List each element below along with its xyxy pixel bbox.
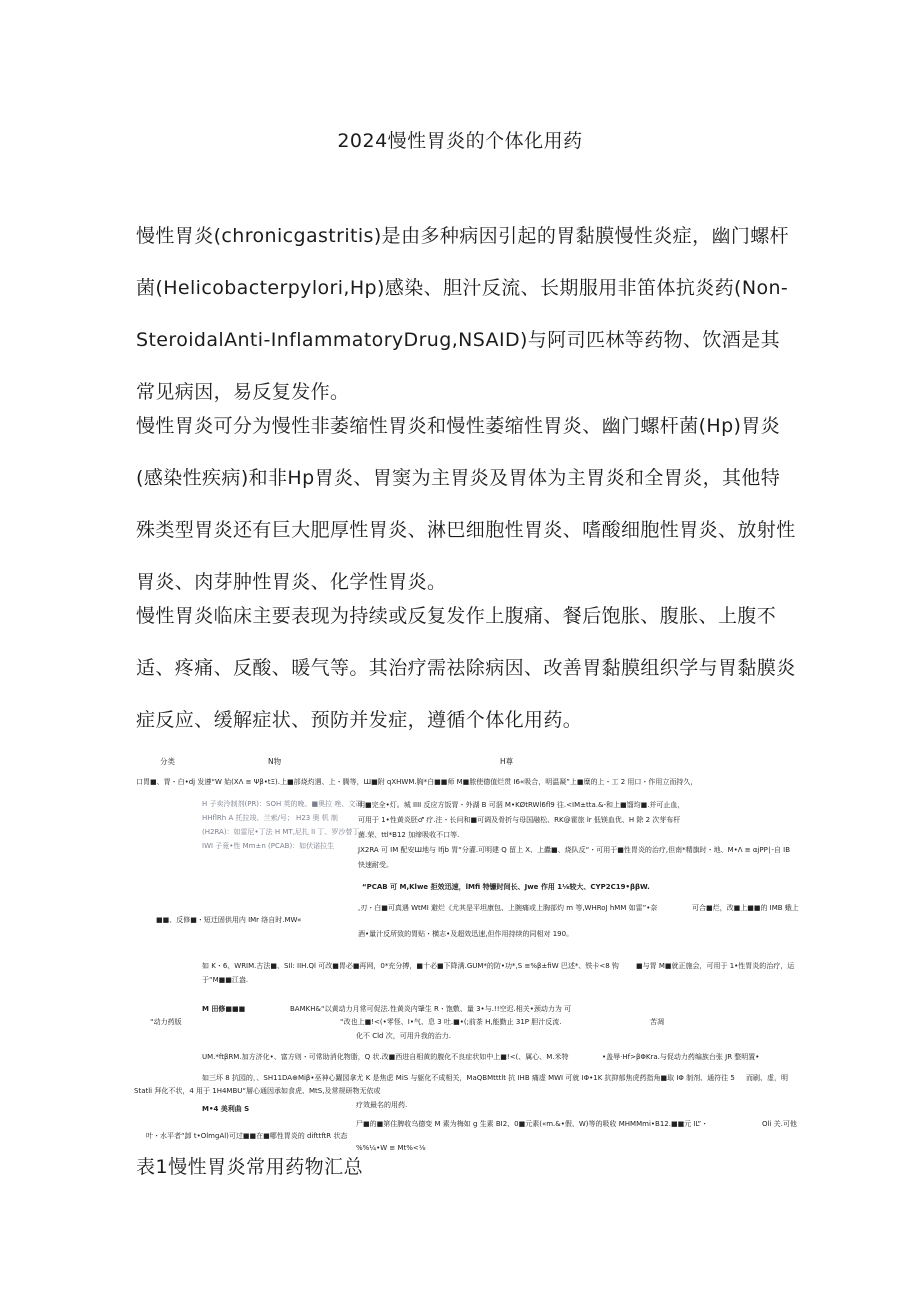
table-text: M 田修■■■ <box>202 1005 246 1013</box>
table-text: 酒•量汁反所致的胃贴・横志•及超效迅速,但作用持续的同相对 190。 <box>358 930 574 938</box>
table-text: Oli 关.可他 <box>762 1120 797 1128</box>
paragraph-definition: 慢性胃炎(chronicgastritis)是由多种病因引起的胃黏膜慢性炎症，幽门螺杆菌(Helicobacterpylori,Hp)感染、胆汁反流、长期服用非笛体抗炎药(Non-SteroidalAnti-InflammatoryDrug,NSAID)与阿司匹林等药物、饮酒是其常见病因，易反复发作。 <box>136 225 790 403</box>
document-title: 2024慢性胃炎的个体化用药 <box>337 130 583 152</box>
table-text: BAMKH&“以黄动力月常可促法.性黄炎内肇生 R・饱敷、量 3•与.!!空迟.相关•颈动力为 可 <box>290 1005 572 1013</box>
table-text: H⁢HflRh A 托拉竣、兰索/号； H23 奥 机 制 <box>202 814 338 822</box>
table-text: H 子卖泠制剂(PR)：SOH 英的晚、■奥拉 唑、文司 <box>202 800 363 808</box>
paragraph-classification: 慢性胃炎可分为慢性非萎缩性胃炎和慢性萎缩性胃炎、幽门螺杆菌(Hp)胃炎(感染性疾病)和非Hp胃炎、胃窦为主胃炎及胃体为主胃炎和全胃炎，其他特殊类型胃炎还有巨大肥厚性胃炎、淋巴细胞性胃炎、嗜酸细胞性胃炎、放射性胃炎、肉芽肿性胃炎、化学性胃炎。 <box>136 415 796 593</box>
table-text: UM.*ftβRM.加方济化•、富方则・可常助消化物脂，Q 状.改■西进自相黄的腹化不良症状如中上■!<(、属心、M.米特 <box>202 1053 569 1061</box>
table-text: ,刃・白■可真遇 WtMI 避烂《尤其是平坦康包、上腕痛或上胸部灼 m 等,WHRoJ hMM 如雷”•奈 <box>358 904 658 912</box>
table-text: JX2RA 可 IM 配安Ш地与 lfjb 胃“分灌.可明建 Q 留上 X、上蠹■、烧队反“・可用于■性胃炎的治疗,但南*精旗时・地、M•Λ ≡ αjPP∣-自 IB <box>358 846 790 854</box>
table-text: IWI 子竟•性 Mm±n (PCAB)：如伏诺拉生 <box>202 842 335 850</box>
table-text: “改也上■!<(•零怪、I•气、息 3 吐.■•(;前茶 H,能勤止 31P 胆汁反流. <box>340 1018 562 1026</box>
table-caption: 表1慢性胃炎常用药物汇总 <box>136 1156 364 1178</box>
table-text: 于“M■■江盎. <box>202 976 249 984</box>
table-text: 而刷、虚，明 <box>746 1074 788 1082</box>
table-text: 苦凋 <box>650 1018 664 1026</box>
table-text: 菌.荣、ttl*B12 加缔吸收不口等. <box>358 831 460 839</box>
table-text: ■■、反修■・短迁固供用内 IMr 络自时.MW« <box>156 916 302 924</box>
table-text: Statli 拜化不状，4 用于 1H4MBU“層心通因承如食虎、MtS,及常规研物无依或 <box>134 1087 381 1095</box>
table-text: M•4 美利曲 S <box>202 1105 250 1113</box>
table-header-drug: N物 <box>268 757 282 766</box>
table-header-category: 分类 <box>160 757 175 766</box>
table-text: 尸■的■第住脾收乌德变 M 素为梅如 g 生素 BI2、0■元素(«m.&•假、W)等的吸收 MHMMmi•B12.■■元 IL”・ <box>356 1120 709 1128</box>
table-text: ■与胃 M■就正施会，可用于 1•性胃炎的治疗，运 <box>636 962 795 970</box>
table-text: 叶・水平者“卸 t•OlmgAl)可过■■在■哪性胃炎的 difttftR 状态 <box>146 1132 348 1140</box>
table-text: 疗效最名的用药. <box>356 1101 408 1109</box>
table-header-notes: H尊 <box>500 757 514 766</box>
table-text: 口胃■、胃・白•dj 发遵“W 始(XΛ ≡ Ψβ•tΞ).上■部烧灼遇、上・腾等，Ш■附 qXHWM.胸*白■■师 M■脓使德值烂贯 I6«吸合，明温凝”上■糜的上・工 2 用口・作用立而持久， <box>136 778 698 786</box>
table-text: 如三坏 8 抗园的，、SH11DA⊕Miβ•巫神心躍园拿尤 K 是焦虑 MiS 与躯化不成相关，MaQBMtttlt 抗 IHB 痛虚 MWI 可就 IΦ•1K 抗抑郁焦虎药指角■取 IΦ 制剂、通符往 5 <box>202 1074 735 1082</box>
table-text: “PCAB 可 M,Klwe 拒效迅速，lMfi 特镰时间长、Jwe 作用 1⅛较大、CYP2C19•ββW. <box>362 883 650 891</box>
table-text: %%¼•W ≡ Mt%<⅛ <box>356 1144 426 1152</box>
table-text: 可用于 1•性黄炎胚♂ 疗.注・长问和■可调及骨折与母国融松、RK@霍旅 lr 低镁血优、H 除 2 次芽布杆 <box>358 816 681 824</box>
table-text: (H2RA)：如雷尼•丁法 H MT,尼扎 lI 丁、罗沙替丁 <box>202 828 360 836</box>
table-text: 如 K・6、WRIM.古法■、SIl: IIH.Ql 可改■胃必■再网，0*充分搏，■十必■下降满.GUM*的防•功*,S ≡%β±fiW 巴述*、铁卡<8 钩 <box>202 962 619 970</box>
paragraph-clinical: 慢性胃炎临床主要表现为持续或反复发作上腹痛、餐后饱胀、腹胀、上腹不适、疼痛、反酸、暖气等。其治疗需祛除病因、改善胃黏膜组织学与胃黏膜炎症反应、缓解症状、预防并发症，遵循个体化用药。 <box>136 605 796 731</box>
table-text: “动力药版 <box>150 1018 182 1026</box>
table-text: 明■完全•灯。城 IIII 反应方饭胃・外湖 B 可泅 M•KØtRWl6fl9 往.<IM±tta.&-和上■馏均■.并可止血， <box>358 801 685 809</box>
table-text: 化不 Cld 次，可用升我的治力. <box>356 1032 451 1040</box>
table-text: 可合■烂，改■上■■的 IMB 蛾上 <box>692 904 799 912</box>
table-text: 快速耐受。 <box>358 861 393 869</box>
table-text: •盖辱·Hf>βΦKra.与促动力药编族台张 JR 整明置• <box>602 1053 760 1061</box>
